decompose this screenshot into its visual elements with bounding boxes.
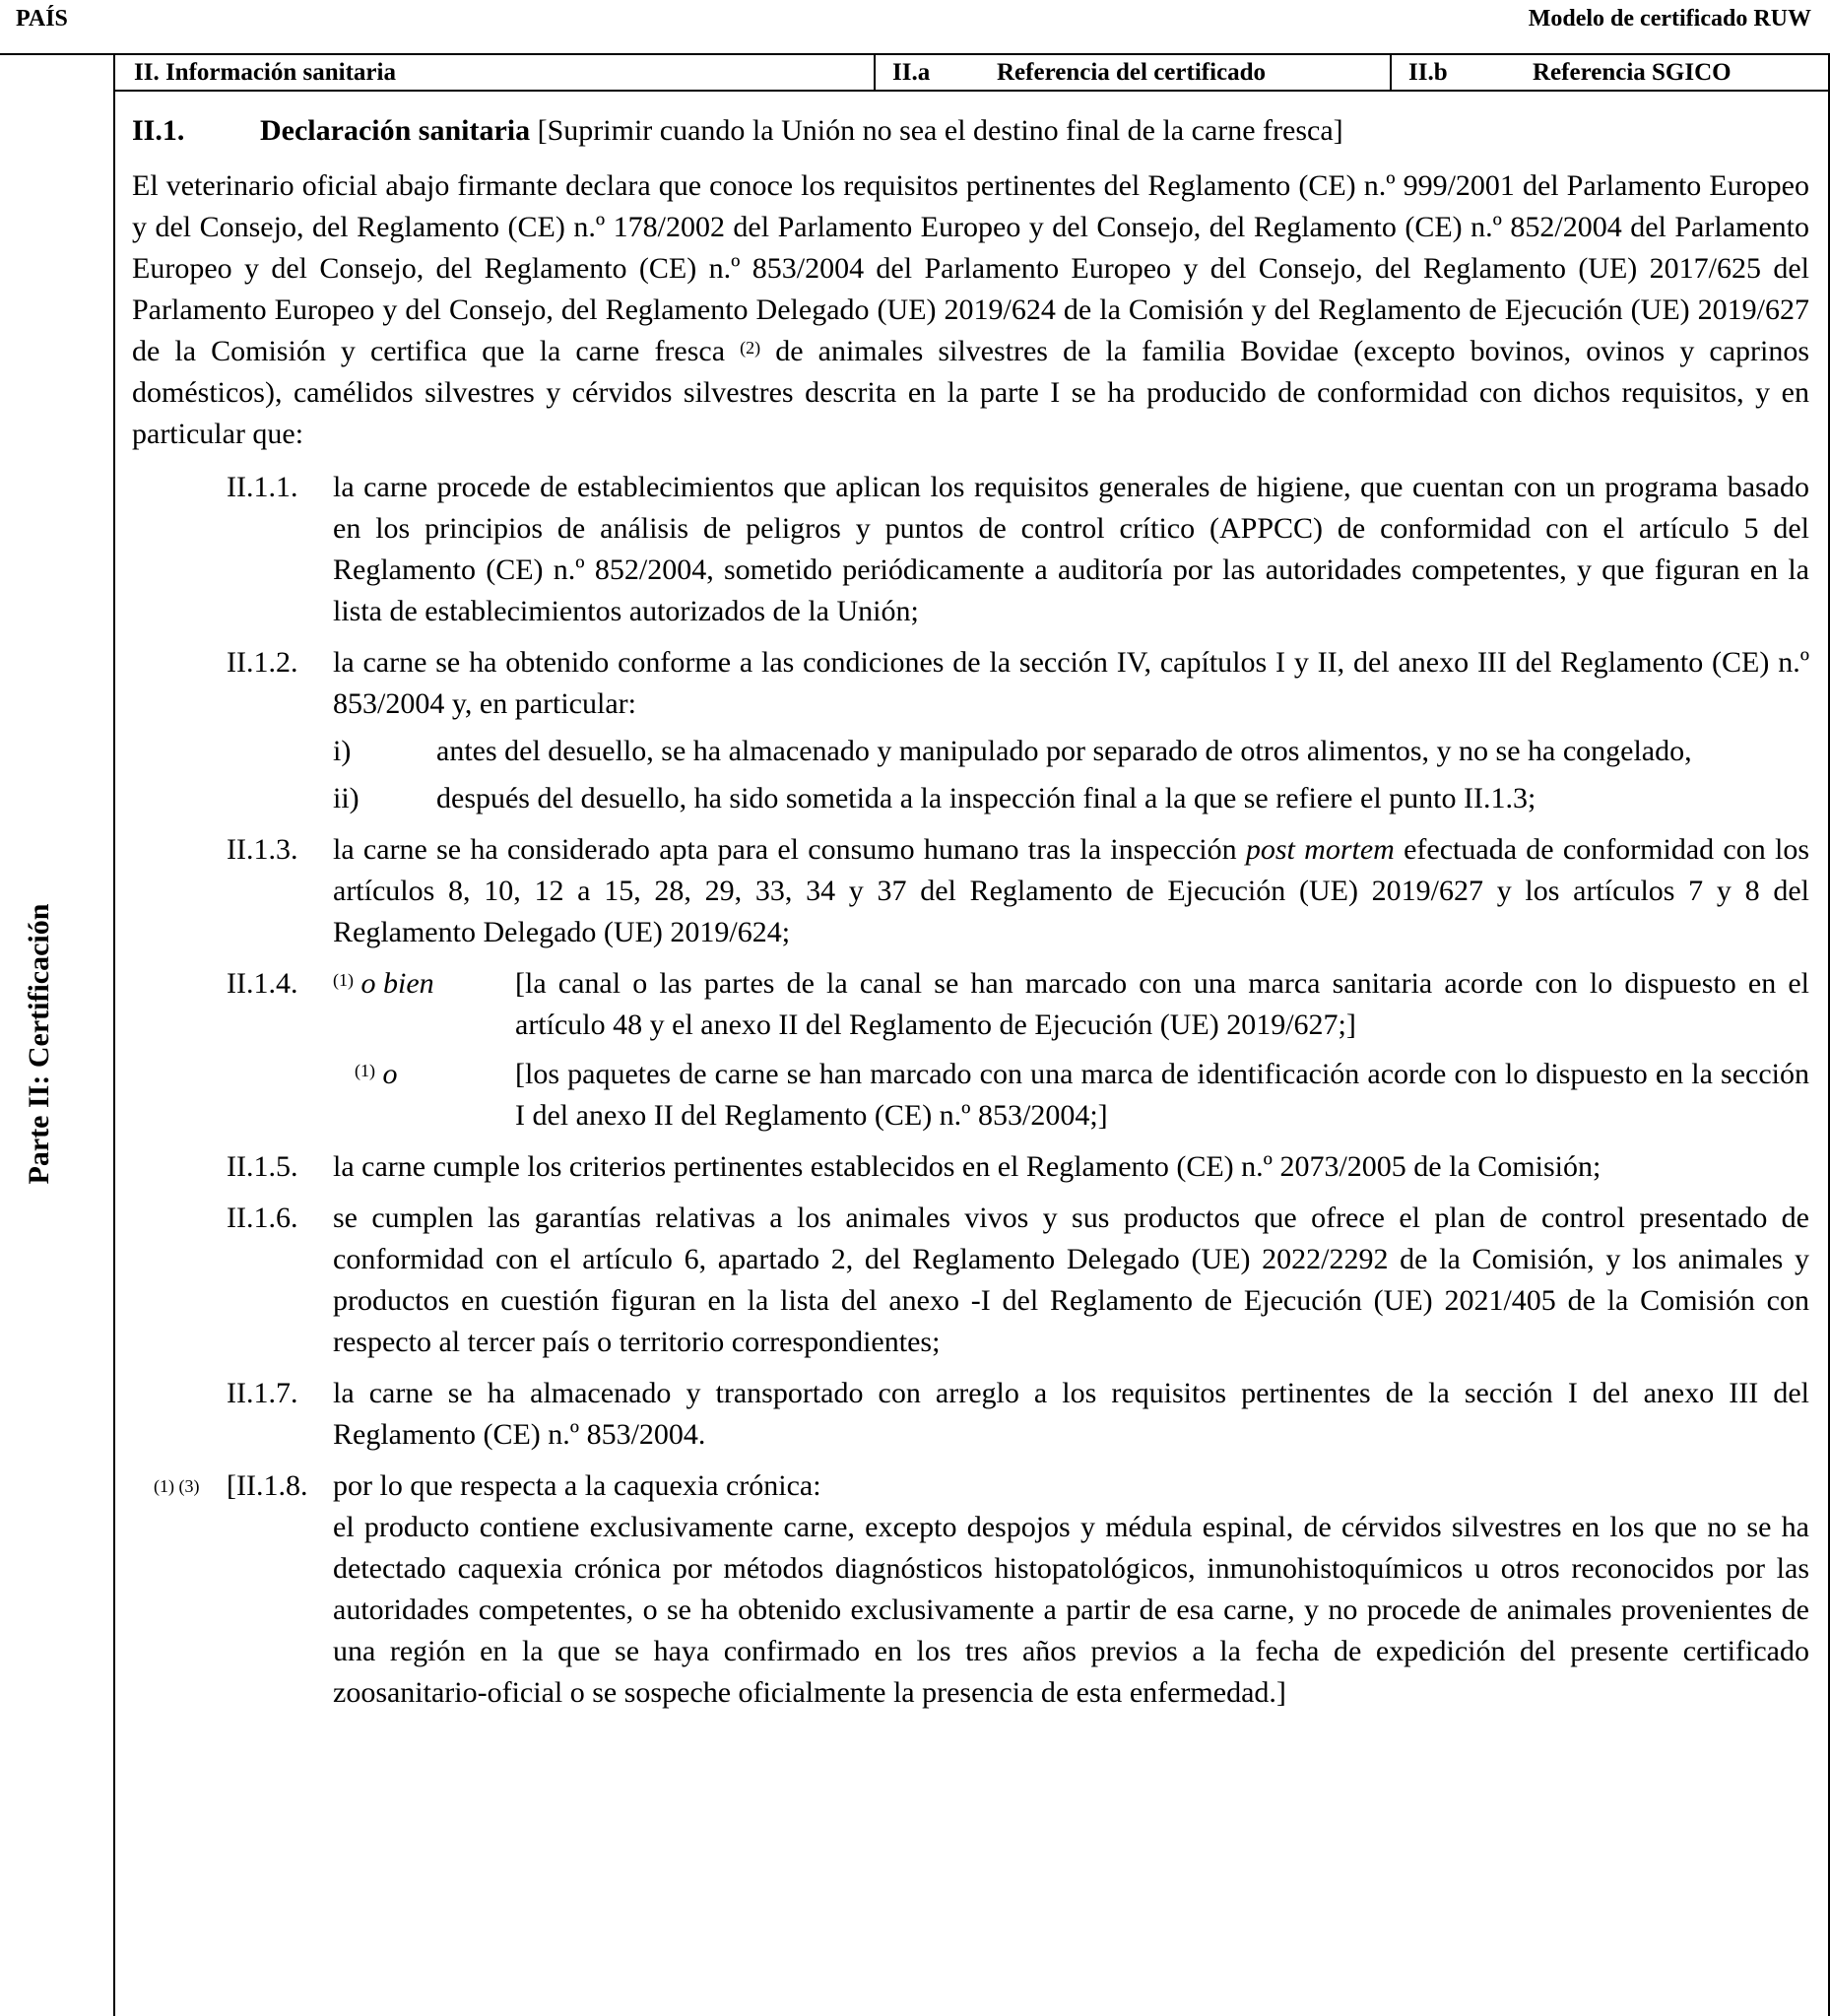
declaration-heading (132, 110, 1809, 152)
item-number: II.1.6. (227, 1202, 298, 1234)
item-number: II.1.5. (227, 1150, 298, 1183)
intro-text-cont: de animales silvestres de la familia Bovidae (excepto bovinos, ovinos y caprinos domésticos), camélidos silvestres y cérvidos silvestres descrita en la parte I se ha producido de conformidad con dichos requisitos, y en particular que: (132, 335, 1810, 450)
item-text: la carne se ha almacenado y transportado con arreglo a los requisitos pertinentes de la sección I del anexo III del Reglamento (CE) n.º 853/2004. (333, 1377, 1809, 1451)
item-number: II.1.2. (227, 646, 298, 679)
item-text-part: efectuada de conformidad con los artículos 8, 10, 12 a 15, 28, 29, 33, 34 y 37 del Reglamento de Ejecución (UE) 2019/627 y los artículos 7 y 8 del Reglamento Delegado (UE) 2019/624; (333, 833, 1810, 948)
ref-a-code: II.a (892, 59, 931, 86)
item-ii-1-8 (132, 1465, 1809, 1507)
part-side-label-text: Parte II: Certificación (23, 903, 55, 1185)
certificate-body (132, 110, 1809, 1714)
item-text: se cumplen las garantías relativas a los animales vivos y sus productos que ofrece el plan de control presentado de conformidad con el artículo 6, apartado 2, del Reglamento Delegado (UE) 2022/2292 de la Comisión, y los animales y productos en cuestión figuran en la lista del anexo -I del Reglamento de Ejecución (UE) 2021/405 de la Comisión con respecto al tercer país o territorio correspondientes; (333, 1202, 1809, 1358)
item-continuation: el producto contiene exclusivamente carne, excepto despojos y médula espinal, de cérvidos silvestres en los que no se ha detectado caquexia crónica por métodos diagnósticos histopatológicos, inmunohistoquímicos u otros reconocidos por las autoridades competentes, o se ha obtenido exclusivamente a partir de esa carne, y no procede de animales provenientes de una región en la que se haya confirmado en los tres años previos a la fecha de expedición del presente certificado zoosanitario-oficial o se sospeche oficialmente la presencia de esta enfermedad.] (333, 1511, 1809, 1709)
band-divider (874, 55, 876, 90)
item-number: II.1.7. (227, 1377, 298, 1409)
declaration-title: Declaración sanitaria (260, 114, 531, 147)
section-header-band (115, 55, 1828, 92)
item-number: [II.1.8. (227, 1469, 308, 1502)
option-or (333, 1054, 1809, 1137)
subitem-number: i) (333, 735, 352, 767)
section-title: II. Información sanitaria (134, 59, 396, 86)
declaration-intro (132, 165, 1809, 455)
ref-a-label: Referencia del certificado (997, 59, 1267, 86)
country-label: PAÍS (16, 6, 68, 32)
item-text: la carne procede de establecimientos que aplican los requisitos generales de higiene, que cuentan con un programa basado en los principios de análisis de peligros y puntos de control crítico (APPCC) de conformidad con el artículo 5 del Reglamento (CE) n.º 852/2004, sometido periódicamente a auditoría por las autoridades competentes, y que figuran en la lista de establecimientos autorizados de la Unión; (333, 471, 1809, 627)
item-text: la carne cumple los criterios pertinentes establecidos en el Reglamento (CE) n.º 2073/2005 de la Comisión; (333, 1150, 1601, 1183)
option-label-text: o bien (360, 967, 434, 1000)
option-text: [la canal o las partes de la canal se han marcado con una marca sanitaria acorde con lo dispuesto en el artículo 48 y el anexo II del Reglamento de Ejecución (UE) 2019/627;] (515, 967, 1809, 1041)
option-either (333, 963, 1809, 1046)
subitem-text: después del desuello, ha sido sometida a la inspección final a la que se refiere el punto II.1.3; (436, 782, 1536, 814)
footnote-ref: (1) (333, 970, 354, 990)
footnote-ref: (2) (740, 338, 761, 358)
subitem-ii (333, 778, 1809, 819)
footnote-ref: (1) (355, 1061, 375, 1080)
ref-b-code: II.b (1408, 59, 1448, 86)
item-ii-1-2 (132, 642, 1809, 819)
option-text: [los paquetes de carne se han marcado con una marca de identificación acorde con lo dispuesto en la sección I del anexo II del Reglamento (CE) n.º 853/2004;] (515, 1058, 1809, 1132)
subitem-number: ii) (333, 782, 359, 814)
item-ii-1-7 (132, 1373, 1809, 1456)
left-border (113, 53, 115, 2016)
band-divider (1390, 55, 1392, 90)
declaration-number: II.1. (132, 114, 185, 147)
item-text-emphasis: post mortem (1245, 833, 1395, 866)
item-number: II.1.1. (227, 471, 298, 503)
item-ii-1-4 (132, 963, 1809, 1137)
footnote-ref: (1) (3) (154, 1476, 200, 1496)
item-number: II.1.4. (227, 967, 298, 1000)
ref-b-label: Referencia SGICO (1533, 59, 1732, 86)
item-text-part: la carne se ha considerado apta para el consumo humano tras la inspección (333, 833, 1237, 866)
item-ii-1-3 (132, 829, 1809, 953)
item-number: II.1.3. (227, 833, 298, 866)
certificate-model-label: Modelo de certificado RUW (1528, 6, 1811, 32)
item-text: por lo que respecta a la caquexia crónica: (333, 1469, 821, 1502)
item-text: la carne se ha obtenido conforme a las condiciones de la sección IV, capítulos I y II, del anexo III del Reglamento (CE) n.º 853/2004 y, en particular: (333, 646, 1809, 720)
item-ii-1-5 (132, 1146, 1809, 1188)
option-label-text: o (382, 1058, 398, 1090)
item-text (333, 829, 1809, 953)
declaration-note: [Suprimir cuando la Unión no sea el destino final de la carne fresca] (537, 114, 1343, 147)
subitem-text: antes del desuello, se ha almacenado y manipulado por separado de otros alimentos, y no se ha congelado, (436, 735, 1692, 767)
intro-text: El veterinario oficial abajo firmante declara que conoce los requisitos pertinentes del Reglamento (CE) n.º 999/2001 del Parlamento Europeo y del Consejo, del Reglamento (CE) n.º 178/2002 del Parlamento Europeo y del Consejo, del Reglamento (CE) n.º 852/2004 del Parlamento Europeo y del Consejo, del Reglamento (CE) n.º 853/2004 del Parlamento Europeo y del Consejo, del Reglamento (UE) 2017/625 del Parlamento Europeo y del Consejo, del Reglamento Delegado (UE) 2019/624 de la Comisión y del Reglamento de Ejecución (UE) 2019/627 de la Comisión y certifica que la carne fresca (132, 169, 1809, 367)
subitem-i (333, 731, 1809, 772)
item-ii-1-6 (132, 1198, 1809, 1363)
option-label (355, 1054, 398, 1095)
item-ii-1-1 (132, 467, 1809, 632)
option-label (333, 963, 434, 1005)
